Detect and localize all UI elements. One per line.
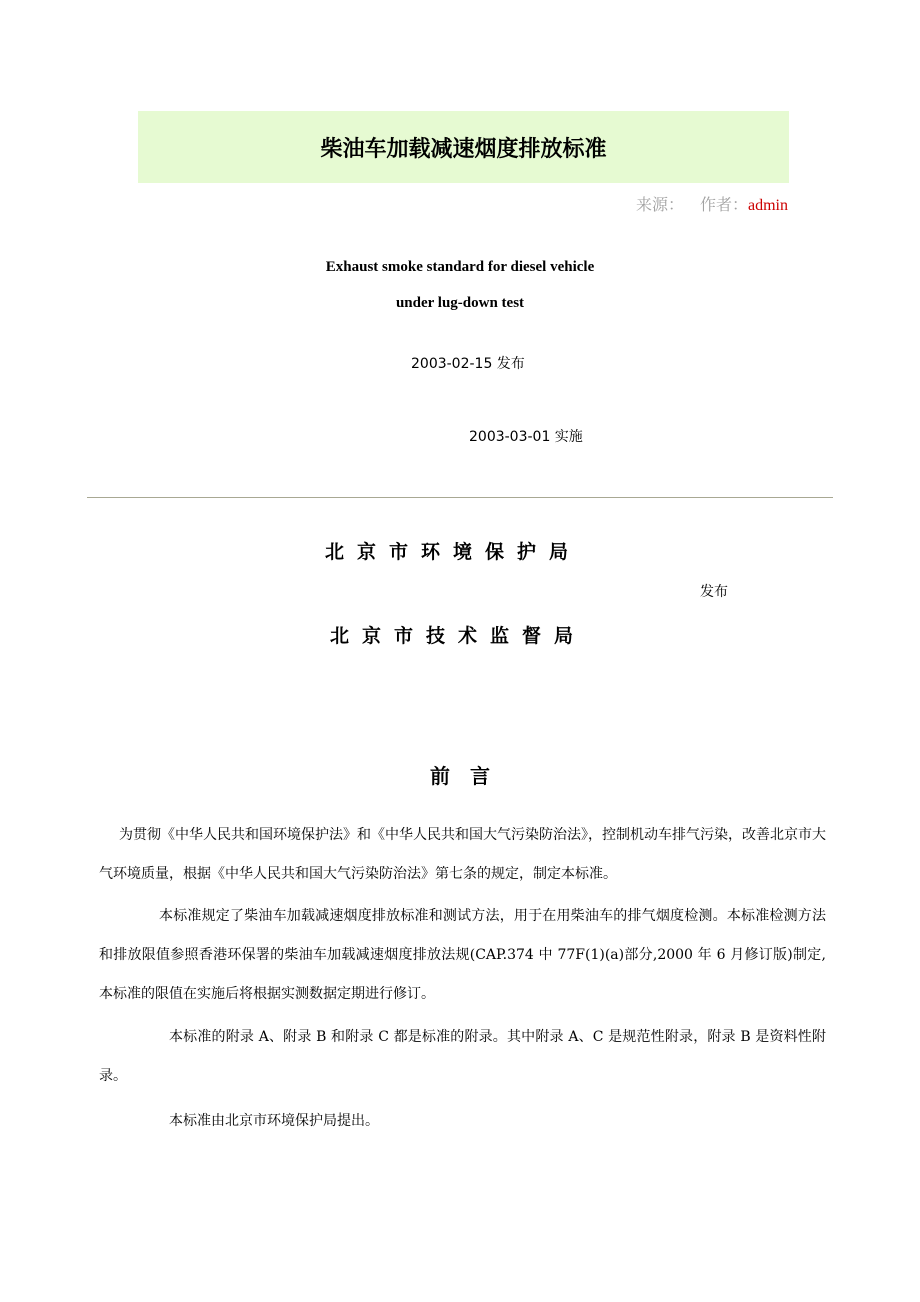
english-title-line2: under lug-down test xyxy=(395,295,525,311)
source-label: 来源： xyxy=(635,195,684,214)
title-banner xyxy=(138,111,789,183)
author-label: 作者： xyxy=(699,195,748,214)
implementation-date: 2003-03-01 实施 xyxy=(469,429,583,445)
foreword-paragraph-1: 为贯彻《中华人民共和国环境保护法》和《中华人民共和国大气污染防治法》，控制机动车排气污染，改善北京市大气环境质量，根据《中华人民共和国大气污染防治法》第七条的规定，制定本标准。 xyxy=(99,827,826,882)
foreword-paragraph-4: 本标准由北京市环境保护局提出。 xyxy=(169,1113,379,1129)
foreword-paragraph-2: 本标准规定了柴油车加载减速烟度排放标准和测试方法，用于在用柴油车的排气烟度检测。本标准检测方法和排放限值参照香港环保署的柴油车加载减速烟度排放法规(CAP.374 中 77F(1)(a)部分,2000 年 6 月修订版)制定,本标准的限值在实施后将根据实测数据定期进行修订。 xyxy=(99,908,826,1002)
english-title-line1: Exhaust smoke standard for diesel vehicle xyxy=(325,259,595,275)
page-title: 柴油车加载减速烟度排放标准 xyxy=(320,136,607,162)
issuer-org-1: 北京市环境保护局 xyxy=(325,541,582,563)
divider xyxy=(87,497,833,498)
article-meta xyxy=(636,192,788,215)
issue-date: 2003-02-15 发布 xyxy=(411,356,525,372)
publish-label: 发布 xyxy=(700,584,728,600)
author-value: admin xyxy=(748,197,788,214)
foreword-heading: 前言 xyxy=(430,764,510,788)
issuer-org-2: 北京市技术监督局 xyxy=(330,625,587,647)
foreword-paragraph-3: 本标准的附录 A、附录 B 和附录 C 都是标准的附录。其中附录 A、C 是规范性附录，附录 B 是资料性附录。 xyxy=(99,1029,826,1084)
